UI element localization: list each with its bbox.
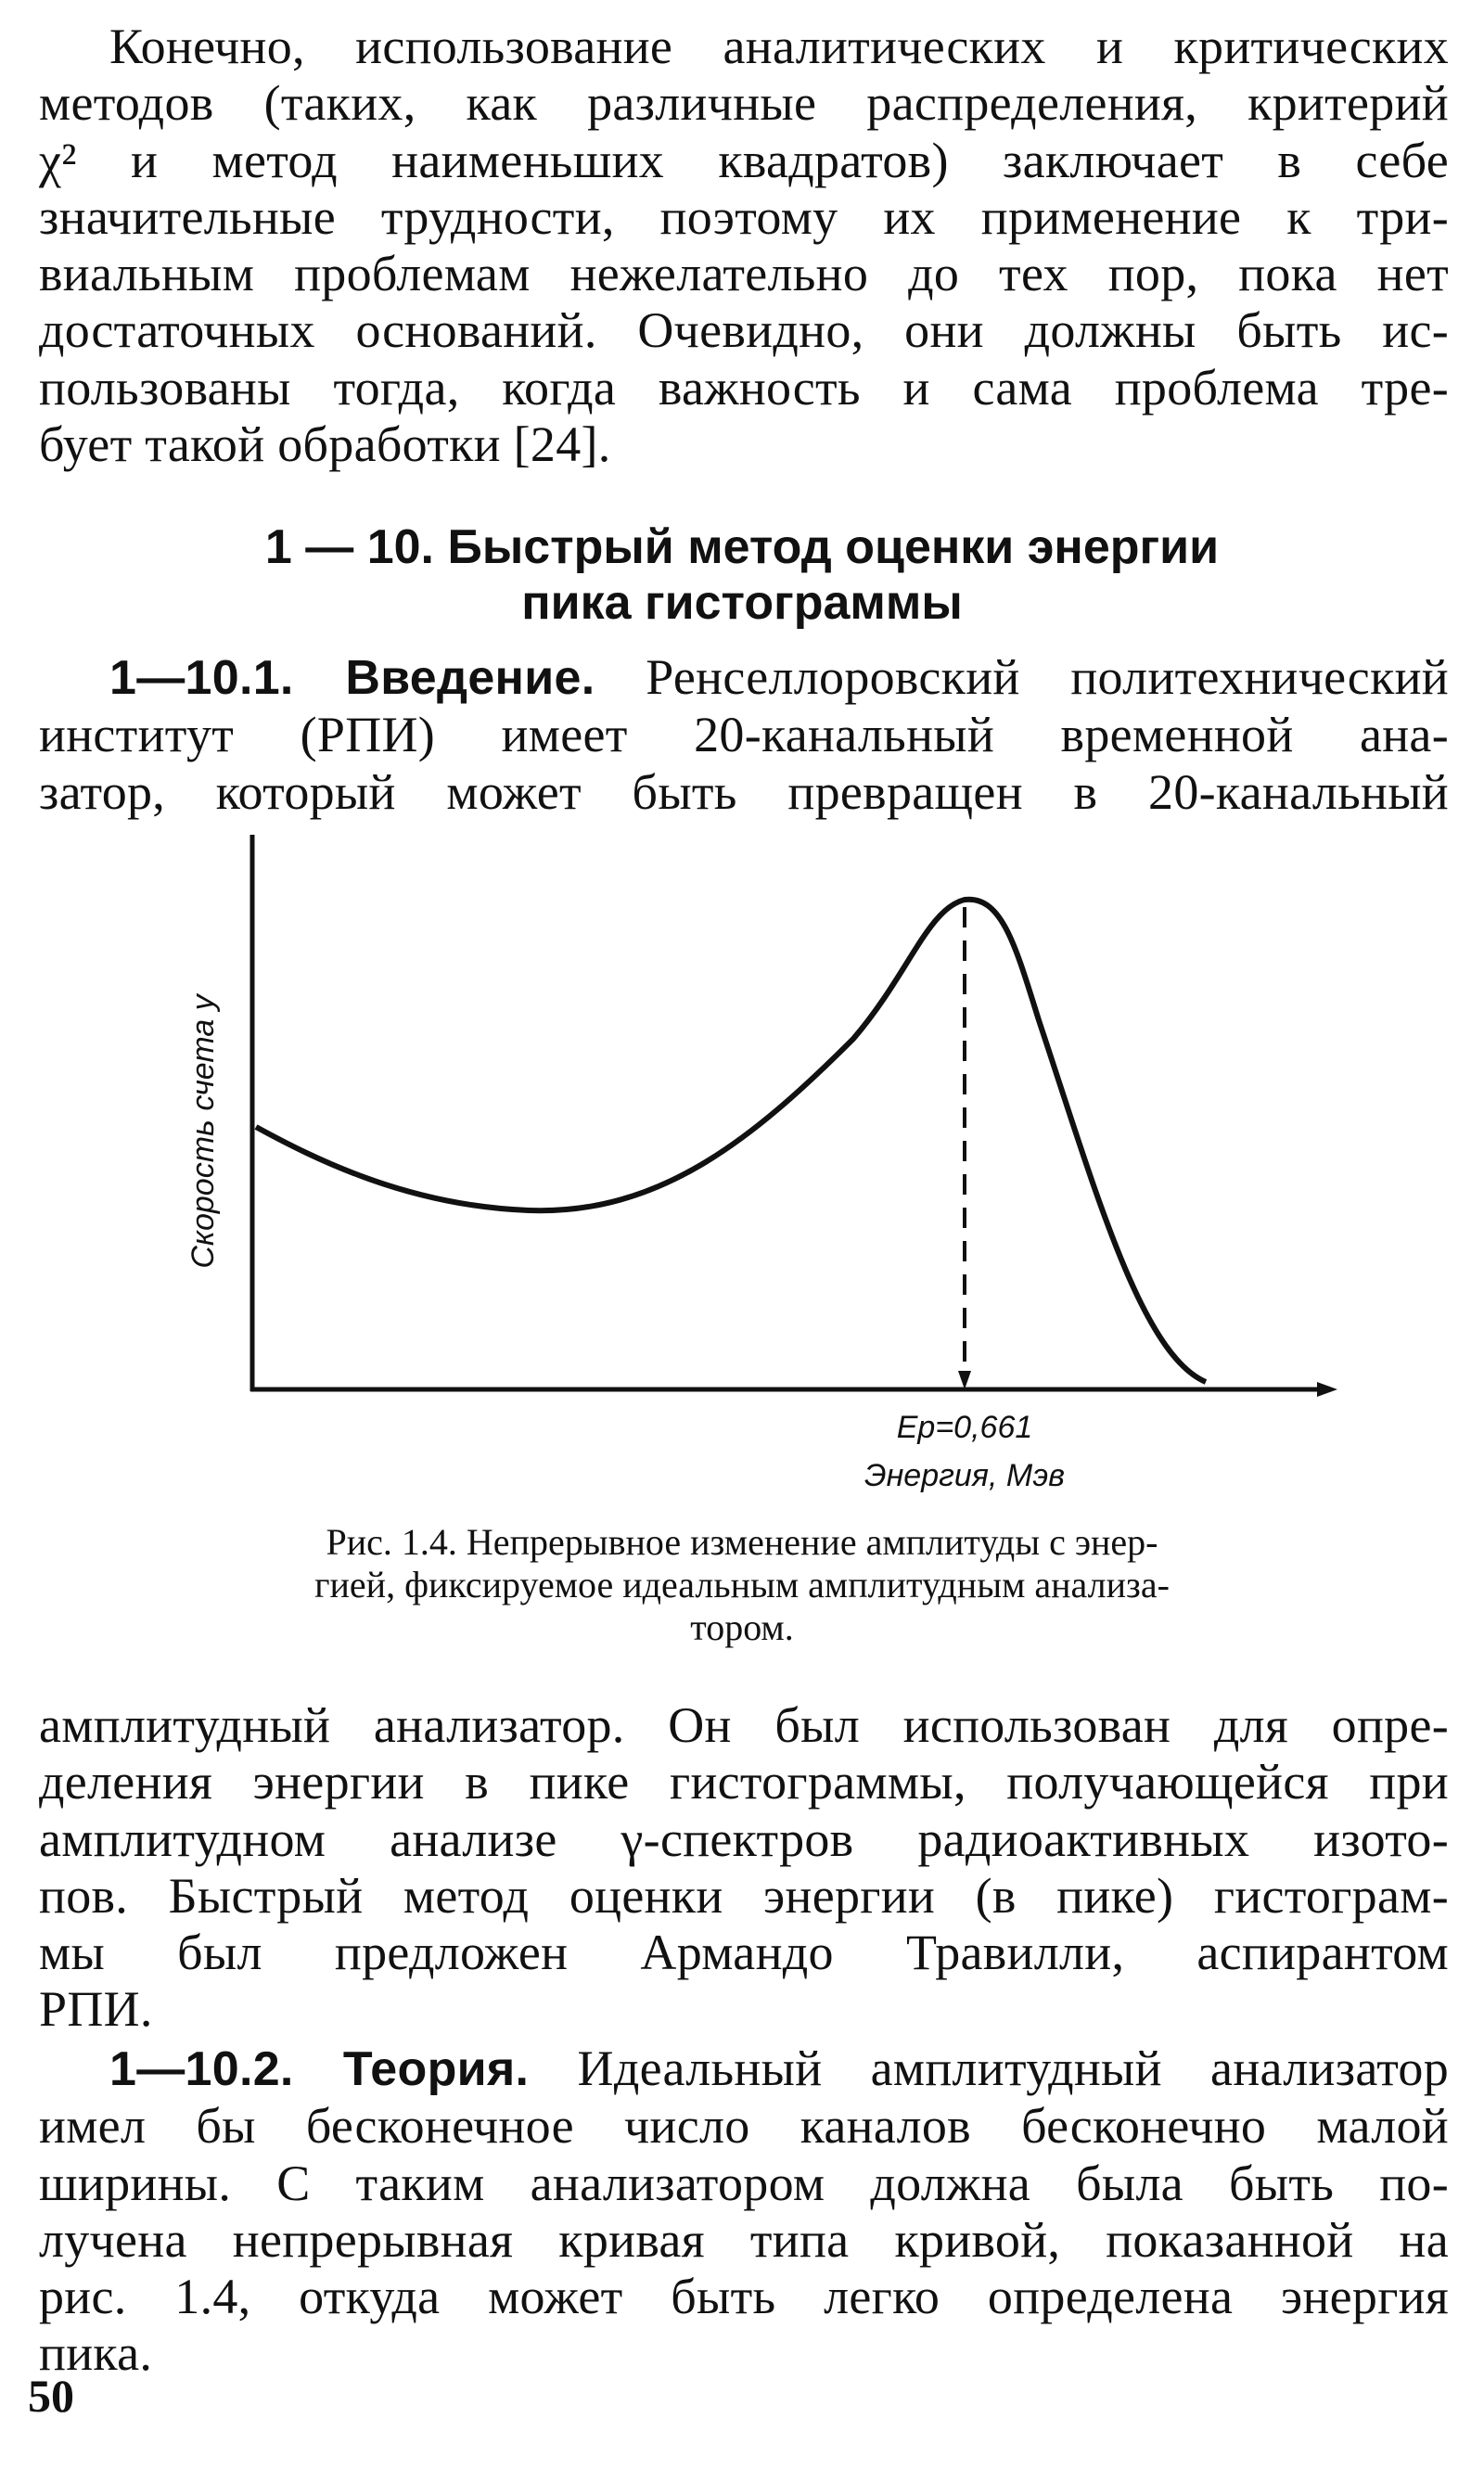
subsection-number: 1—10.2. Теория. <box>109 2042 530 2096</box>
caption-line: Рис. 1.4. Непрерывное изменение амплитуды с энер- <box>326 1521 1158 1563</box>
text-line: затор, который может быть превращен в 20-канальный <box>39 763 1449 820</box>
page-number: 50 <box>28 2370 74 2422</box>
y-axis-label: Скорость счета у <box>186 994 221 1269</box>
figure-caption <box>167 1521 1317 1649</box>
subsection-number: 1—10.1. Введение. <box>109 651 595 705</box>
text-line: бует такой обработки [24]. <box>39 416 611 473</box>
peak-label: Ep=0,661 <box>896 1410 1033 1445</box>
text-line <box>39 649 1449 707</box>
text-line: мы был предложен Армандо Травилли, аспирантом <box>39 1925 1449 1981</box>
text-line: лучена непрерывная кривая типа кривой, показанной на <box>39 2211 1449 2268</box>
text-line: пов. Быстрый метод оценки энергии (в пике) гистограм- <box>39 1867 1449 1924</box>
paragraph-4 <box>39 2040 1449 2383</box>
text-line: деления энергии в пике гистограммы, получающейся при <box>39 1754 1449 1810</box>
x-axis-label: Энергия, Мэв <box>864 1458 1066 1493</box>
text-line: значительные трудности, поэтому их применение к три- <box>39 188 1449 245</box>
text-line: пользованы тогда, когда важность и сама проблема тре- <box>39 359 1449 416</box>
text-line: ширины. С таким анализатором должна была быть по- <box>39 2155 1449 2211</box>
section-heading-line-2: пика гистограммы <box>521 576 963 630</box>
series-line <box>256 900 1206 1382</box>
text-line: амплитудном анализе γ-спектров радиоактивных изото- <box>39 1810 1449 1867</box>
text-line: РПИ. <box>39 1981 153 2038</box>
paragraph-1 <box>39 19 1449 473</box>
text-line: амплитудный анализатор. Он был использован для опре- <box>39 1697 1449 1753</box>
text-line: рис. 1.4, откуда может быть легко определена энергия <box>39 2269 1449 2325</box>
text-line: виальным проблемам нежелательно до тех пор, пока нет <box>39 246 1449 302</box>
figure-1-4 <box>176 835 1345 1503</box>
caption-line: тором. <box>690 1606 794 1648</box>
paragraph-2 <box>39 649 1449 821</box>
text-line: достаточных оснований. Очевидно, они должны быть ис- <box>39 302 1449 359</box>
text-line: пика. <box>39 2325 153 2382</box>
section-heading-line-1: 1 — 10. Быстрый метод оценки энергии <box>264 520 1220 574</box>
text-line: χ² и метод наименьших квадратов) заключает в себе <box>39 132 1449 188</box>
text-line: институт (РПИ) имеет 20-канальный временной ана- <box>39 707 1449 763</box>
x-axis-arrow <box>1317 1382 1337 1397</box>
paragraph-3 <box>39 1697 1449 2039</box>
text-line <box>39 2040 1449 2098</box>
peak-marker-arrow <box>958 1371 971 1389</box>
text-line: Конечно, использование аналитических и критических <box>109 19 1449 74</box>
caption-line: гией, фиксируемое идеальным амплитудным анализа- <box>314 1564 1170 1605</box>
text-line: методов (таких, как различные распределения, критерий <box>39 75 1449 132</box>
text-fragment: Ренселлоровский политехнический <box>595 649 1449 705</box>
text-fragment: Идеальный амплитудный анализатор <box>529 2040 1449 2096</box>
text-line: имел бы бесконечное число каналов бесконечно малой <box>39 2098 1449 2155</box>
